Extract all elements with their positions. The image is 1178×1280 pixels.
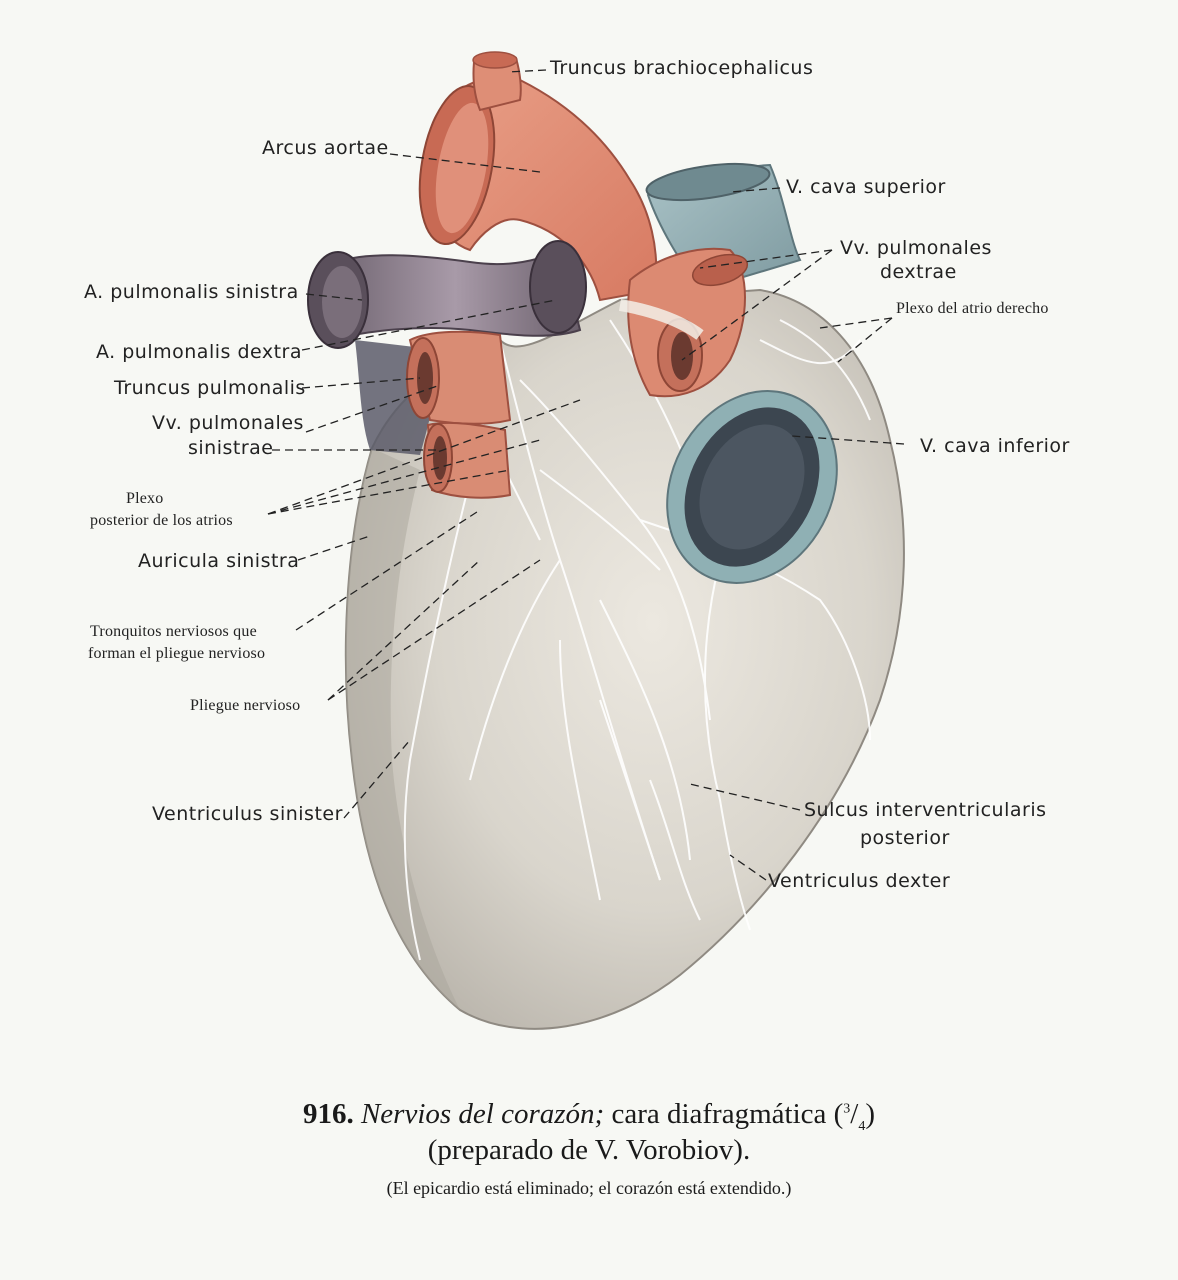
label-v-cava-inferior: V. cava inferior (920, 435, 1070, 457)
scale-close: ) (865, 1098, 876, 1130)
label-a-pulmonalis-sinistra: A. pulmonalis sinistra (84, 281, 299, 303)
scale-denominator: 4 (858, 1118, 866, 1134)
label-vv-pulmonales-sinistrae-1: Vv. pulmonales (152, 412, 304, 434)
label-tronquitos-2: forman el pliegue nervioso (88, 645, 266, 662)
label-auricula-sinistra: Auricula sinistra (138, 550, 300, 572)
label-truncus-pulmonalis: Truncus pulmonalis (114, 377, 306, 399)
label-ventriculus-dexter: Ventriculus dexter (768, 870, 951, 892)
figure-caption-note: (El epicardio está eliminado; el corazón está extendido.) (386, 1178, 792, 1198)
label-sulcus-2: posterior (860, 827, 950, 849)
label-arcus-aortae: Arcus aortae (262, 137, 389, 159)
figure-title-rest: cara diafragmática ( (611, 1098, 844, 1130)
scale-numerator: 3 (843, 1101, 851, 1117)
label-plexo-posterior-2: posterior de los atrios (90, 512, 233, 529)
scale-separator: / (850, 1098, 859, 1130)
figure-caption-line2: (preparado de V. Vorobiov). (427, 1134, 751, 1166)
label-vv-pulmonales-sinistrae-2: sinistrae (188, 437, 274, 459)
label-plexo-atrio-derecho: Plexo del atrio derecho (896, 300, 1049, 317)
label-sulcus-1: Sulcus interventricularis (804, 799, 1047, 821)
label-v-cava-superior: V. cava superior (786, 176, 946, 198)
figure-title-italic: Nervios del corazón; (360, 1098, 605, 1130)
label-truncus-brachiocephalicus: Truncus brachiocephalicus (550, 57, 814, 79)
label-ventriculus-sinister: Ventriculus sinister (152, 803, 343, 825)
label-vv-pulmonales-dextrae-1: Vv. pulmonales (840, 237, 992, 259)
label-a-pulmonalis-dextra: A. pulmonalis dextra (96, 341, 303, 363)
label-plexo-posterior-1: Plexo (126, 490, 164, 507)
figure-number: 916. (302, 1098, 354, 1130)
label-vv-pulmonales-dextrae-2: dextrae (880, 261, 957, 283)
figure-caption-title (0, 1098, 1178, 1135)
label-pliegue-nervioso: Pliegue nervioso (190, 697, 301, 714)
label-tronquitos-1: Tronquitos nerviosos que (90, 623, 257, 640)
